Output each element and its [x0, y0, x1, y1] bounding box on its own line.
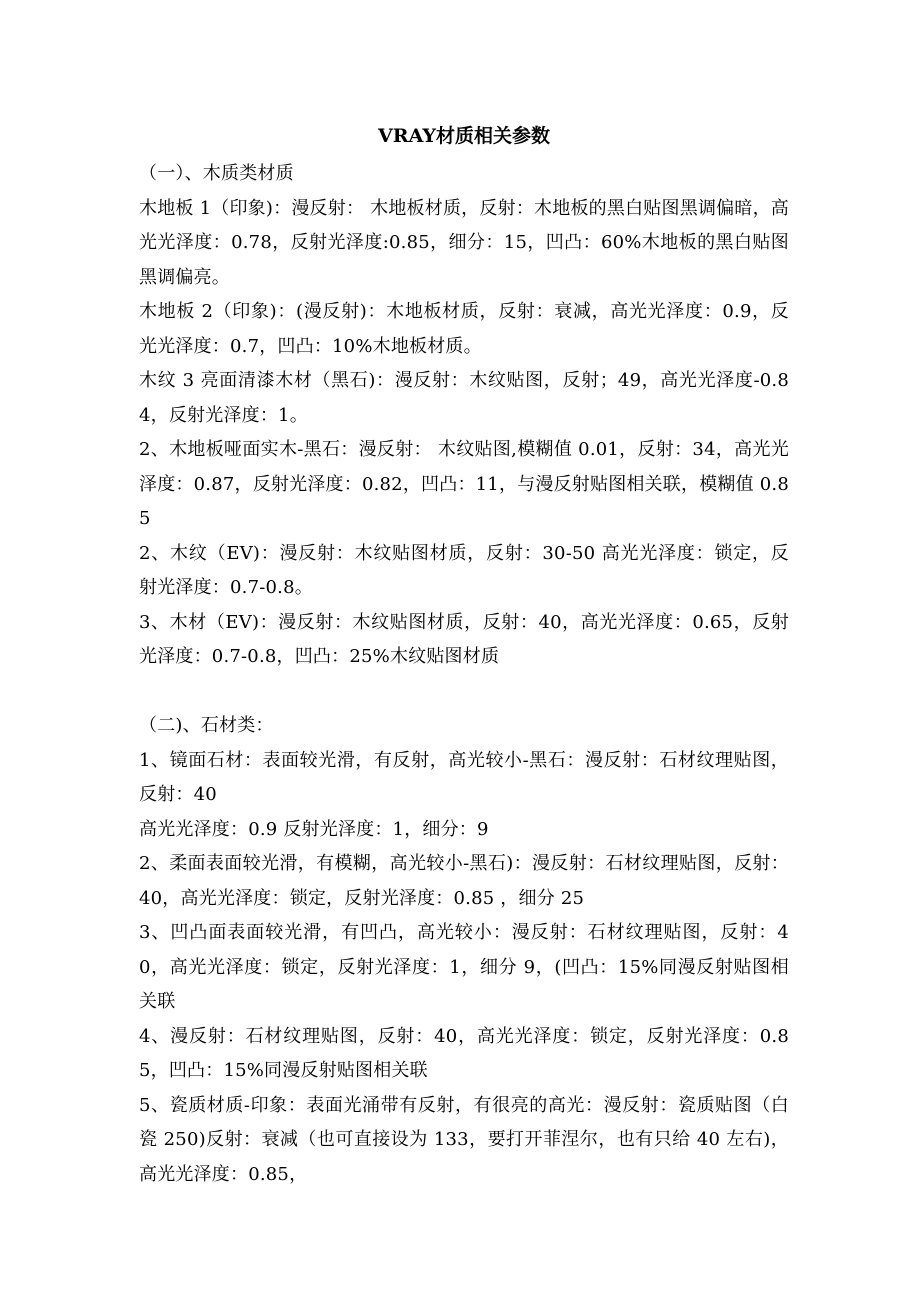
- paragraph: 1、镜面石材：表面较光滑，有反射，高光较小-黑石：漫反射：石材纹理贴图，反射：40: [139, 749, 789, 805]
- section-heading-stone: （二)、石材类：: [139, 715, 274, 736]
- paragraph: 木纹 3 亮面清漆木材（黑石)：漫反射：木纹贴图，反射；49，高光光泽度-0.84，反射光泽度：1。: [139, 370, 789, 426]
- paragraph: 木地板 1（印象)：漫反射： 木地板材质，反射：木地板的黑白贴图黑调偏暗，高光光泽度：0.78，反射光泽度:0.85，细分：15，凹凸：60%木地板的黑白贴图黑调偏亮。: [139, 197, 789, 288]
- paragraph: 木地板 2（印象)：(漫反射)：木地板材质，反射：衰减，高光光泽度：0.9，反光光泽度：0.7，凹凸：10%木地板材质。: [139, 301, 789, 357]
- paragraph: 2、柔面表面较光滑，有模糊，高光较小-黑石)：漫反射：石材纹理贴图，反射：40，高光光泽度：锁定，反射光泽度：0.85 ，细分 25: [139, 853, 789, 909]
- section-heading-wood: （一）、木质类材质: [139, 163, 294, 184]
- blank-line: [139, 675, 789, 710]
- paragraph: 3、木材（EV)：漫反射：木纹贴图材质，反射：40，高光光泽度：0.65，反射光泽度：0.7-0.8，凹凸：25%木纹贴图材质: [139, 611, 789, 667]
- paragraph: 3、凹凸面表面较光滑，有凹凸，高光较小：漫反射：石材纹理贴图，反射：40，高光光泽度：锁定，反射光泽度：1，细分 9，(凹凸：15%同漫反射贴图相关联: [139, 922, 789, 1012]
- paragraph: 5、瓷质材质-印象：表面光涌带有反射，有很亮的高光：漫反射：瓷质贴图（白瓷 250)反射：衰减（也可直接设为 133，要打开菲涅尔，也有只给 40 左右)，高光光泽度：0.85，: [139, 1094, 789, 1185]
- document-page: [139, 119, 789, 1192]
- paragraph: 2、木地板哑面实木-黑石：漫反射： 木纹贴图,模糊值 0.01，反射：34，高光光泽度：0.87，反射光泽度：0.82，凹凸：11，与漫反射贴图相关联，模糊值 0.85: [139, 439, 789, 529]
- paragraph: 2、木纹（EV)：漫反射：木纹贴图材质，反射：30-50 高光光泽度：锁定，反射光泽度：0.7-0.8。: [139, 542, 789, 598]
- document-title: VRAY材质相关参数: [378, 125, 550, 147]
- paragraph: 高光光泽度：0.9 反射光泽度：1，细分：9: [139, 818, 489, 840]
- paragraph: 4、漫反射：石材纹理贴图，反射：40，高光光泽度：锁定，反射光泽度：0.85，凹凸：15%同漫反射贴图相关联: [139, 1025, 789, 1081]
